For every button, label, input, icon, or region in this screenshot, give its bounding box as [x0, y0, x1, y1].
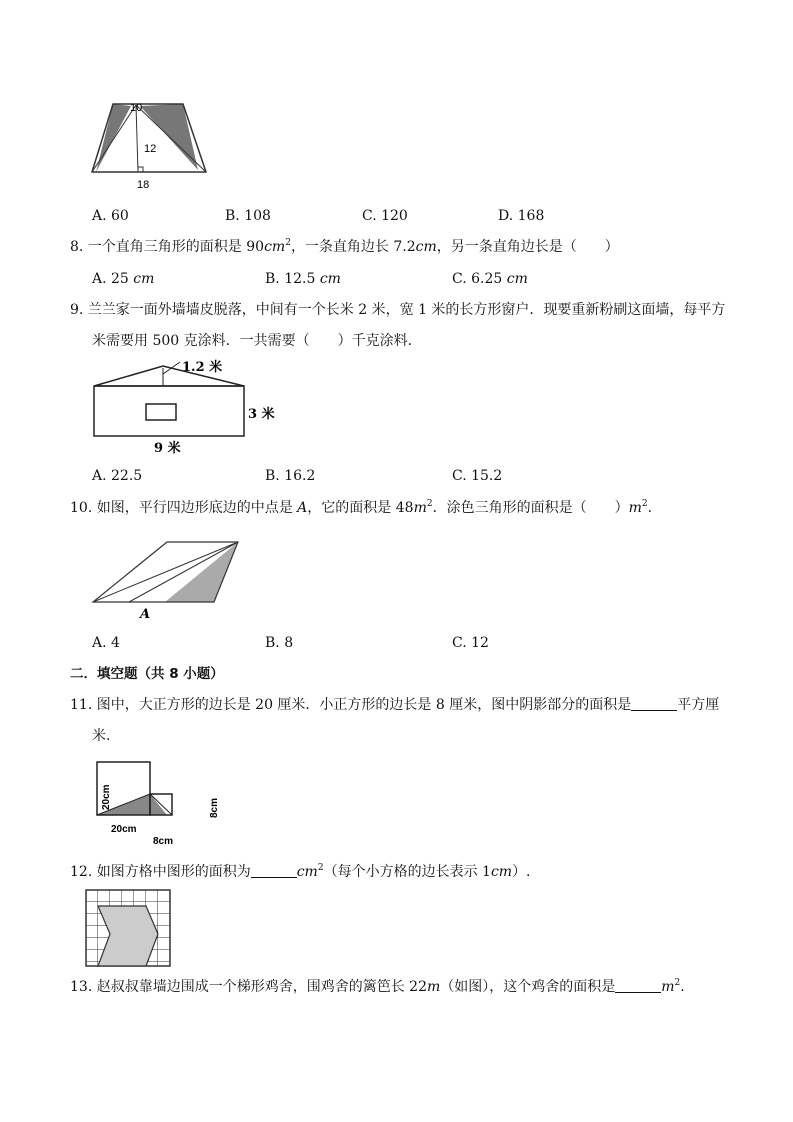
q8-option-a[interactable]: A. 25 cm — [92, 271, 155, 287]
q11-answer-blank[interactable] — [631, 696, 677, 711]
q9-side-label: 3 米 — [248, 407, 275, 422]
q9-option-c[interactable]: C. 15.2 — [452, 468, 503, 484]
q7-option-d[interactable]: D. 168 — [498, 208, 545, 224]
q8-option-b[interactable]: B. 12.5 cm — [265, 271, 341, 287]
q7-top-label: 10 — [130, 102, 143, 114]
q8-question: 8. 一个直角三角形的面积是 $90cm^2$，一条直角边长 7.2cm，另一条直角边长是（ ） — [70, 238, 619, 255]
q13-answer-blank[interactable] — [615, 978, 661, 993]
q12-question: 12. 如图方格中图形的面积为 $cm^2$（每个小方格的边长表示 1cm）. — [70, 863, 531, 880]
q11-left-label: 20cm — [101, 784, 112, 810]
q7-trapezoid-figure — [88, 100, 218, 195]
q9-wall-figure — [88, 360, 275, 456]
q7-option-a[interactable]: A. 60 — [92, 208, 129, 224]
q9-height-label: 1.2 米 — [182, 360, 223, 375]
q11-squares-figure — [95, 760, 225, 850]
q10-option-a[interactable]: A. 4 — [92, 635, 120, 651]
q12-grid-figure — [86, 890, 172, 968]
q11-small-label: 8cm — [153, 836, 174, 847]
q10-question: 10. 如图，平行四边形底边的中点是 A，它的面积是 $48m^2$．涂色三角形的面积是（ ）$m^2$. — [70, 499, 653, 516]
q11-right-label: 8cm — [209, 797, 220, 818]
q9-option-b[interactable]: B. 16.2 — [265, 468, 316, 484]
q7-height-label: 12 — [144, 143, 157, 155]
q9-option-a[interactable]: A. 22.5 — [92, 468, 143, 484]
q9-question-line2: 米需要用 500 克涂料．一共需要（ ）千克涂料． — [92, 333, 422, 349]
q11-question-line1: 11. 图中，大正方形的边长是 20 厘米．小正方形的边长是 8 厘米，图中阴影部分的面积是 平方厘 — [70, 697, 720, 713]
q10-point-a-label: A — [140, 607, 151, 622]
q7-base-label: 18 — [137, 179, 150, 191]
q12-answer-blank[interactable] — [251, 863, 297, 878]
q11-question-line2: 米. — [92, 728, 111, 744]
section-heading-fill-blank: 二．填空题（共 8 小题） — [70, 666, 224, 682]
q8-option-c[interactable]: C. 6.25 cm — [452, 271, 528, 287]
q9-question-line1: 9. 兰兰家一面外墙墙皮脱落，中间有一个长米 2 米，宽 1 米的长方形窗户．现要重新粉刷这面墙，每平方 — [70, 302, 726, 318]
q7-option-b[interactable]: B. 108 — [225, 208, 271, 224]
q10-parallelogram-figure — [88, 528, 248, 623]
q7-option-c[interactable]: C. 120 — [362, 208, 408, 224]
q11-bottom-label: 20cm — [111, 824, 137, 835]
q13-question: 13. 赵叔叔靠墙边围成一个梯形鸡舍，围鸡舍的篱笆长 22m（如图），这个鸡舍的面积是 $m^2$. — [70, 978, 685, 995]
q10-option-b[interactable]: B. 8 — [265, 635, 294, 651]
q10-option-c[interactable]: C. 12 — [452, 635, 489, 651]
q9-base-label: 9 米 — [154, 441, 181, 456]
